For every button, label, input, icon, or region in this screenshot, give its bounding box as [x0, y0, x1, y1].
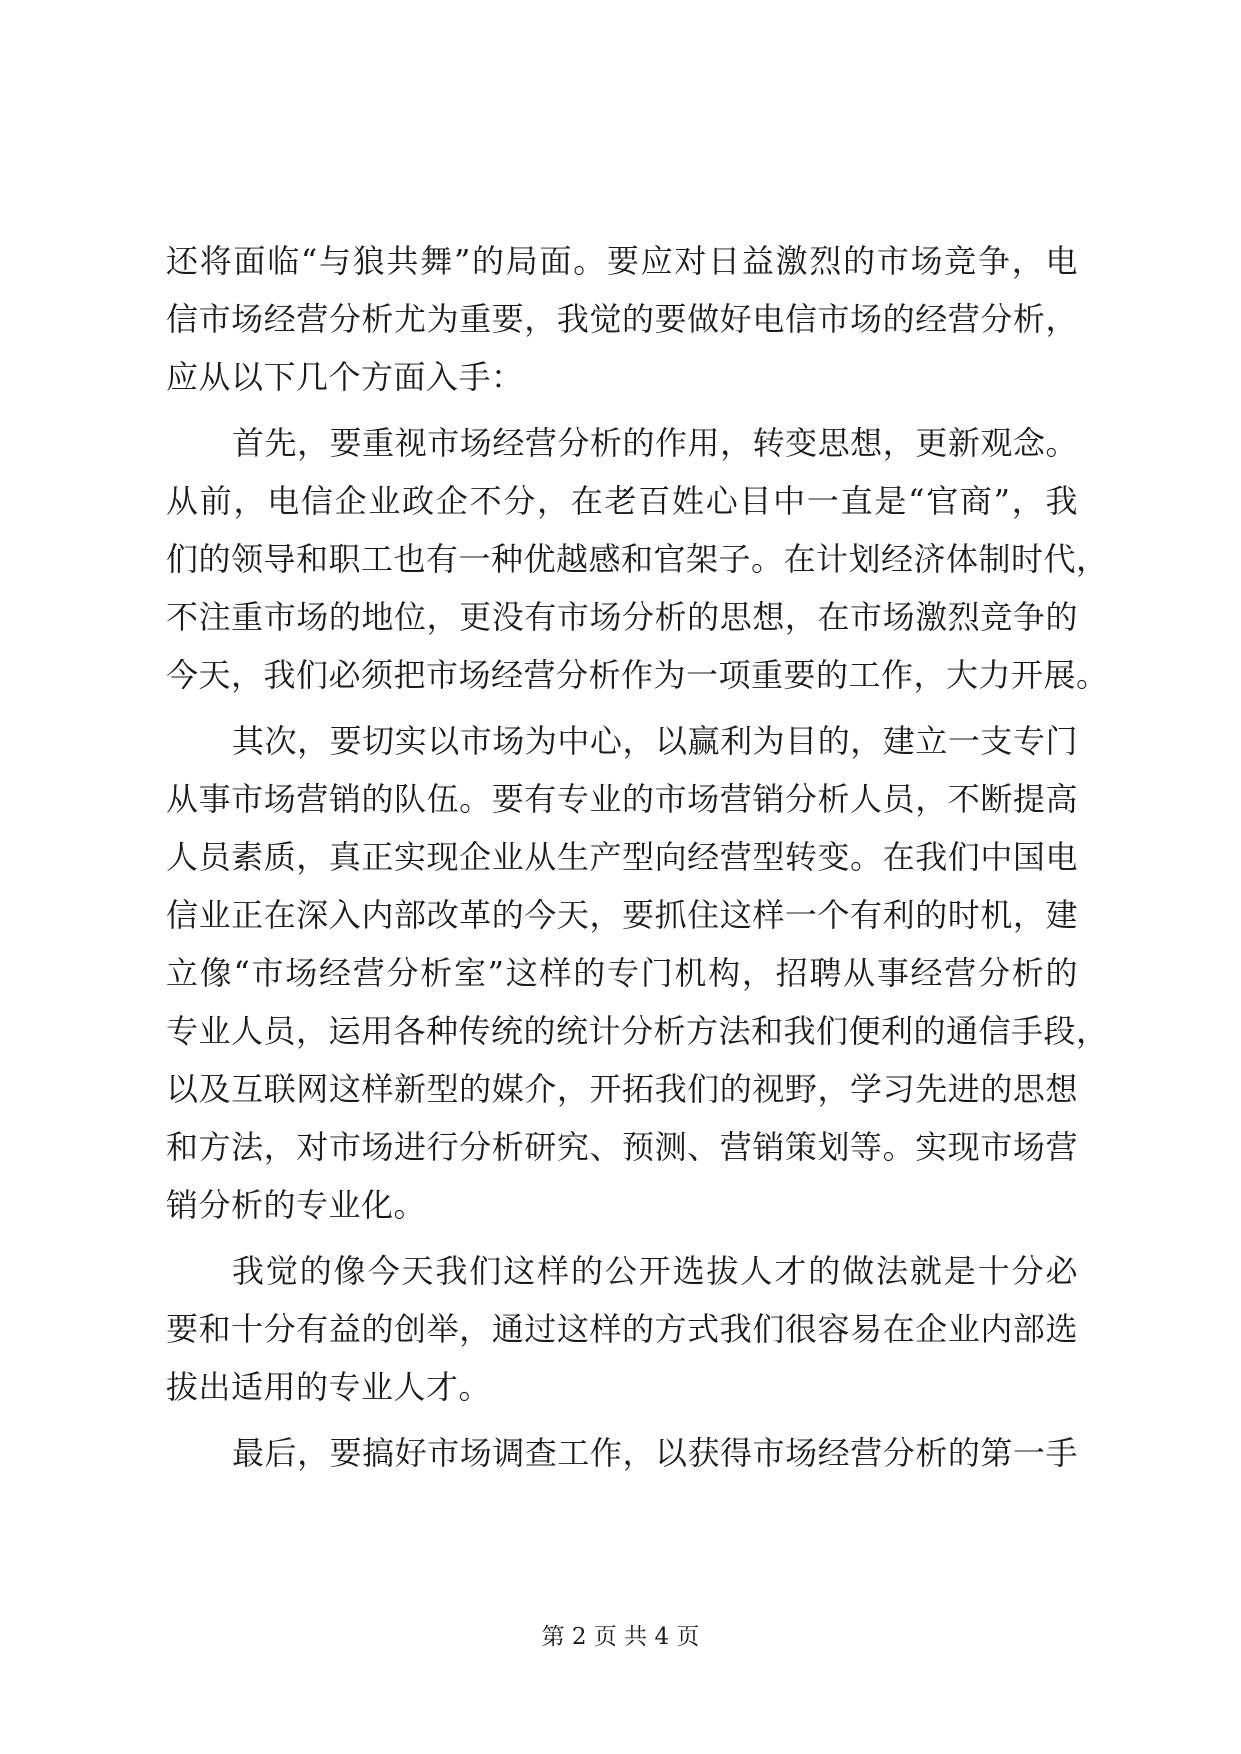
text-line: 今天，我们必须把市场经营分析作为一项重要的工作，大力开展。 — [166, 656, 1109, 694]
text-line: 信业正在深入内部改革的今天，要抓住这样一个有利的时机，建 — [166, 896, 1078, 934]
paragraph — [166, 414, 1109, 704]
text-line: 专业人员，运用各种传统的统计分析方法和我们便利的通信手段， — [166, 1012, 1109, 1050]
body-text — [166, 232, 1109, 1482]
text-line: 要和十分有益的创举，通过这样的方式我们很容易在企业内部选 — [166, 1310, 1078, 1348]
text-line: 还将面临“与狼共舞”的局面。要应对日益激烈的市场竞争，电 — [166, 242, 1078, 280]
paragraph — [166, 232, 1078, 406]
paragraph — [166, 1242, 1078, 1416]
text-line: 从前，电信企业政企不分，在老百姓心目中一直是“官商”，我 — [166, 482, 1078, 520]
text-line: 立像“市场经营分析室”这样的专门机构，招聘从事经营分析的 — [166, 954, 1078, 992]
text-line: 们的领导和职工也有一种优越感和官架子。在计划经济体制时代， — [166, 540, 1109, 578]
text-line: 我觉的像今天我们这样的公开选拔人才的做法就是十分必 — [232, 1252, 1078, 1290]
text-line: 信市场经营分析尤为重要，我觉的要做好电信市场的经营分析， — [166, 300, 1078, 338]
text-line: 从事市场营销的队伍。要有专业的市场营销分析人员，不断提高 — [166, 780, 1078, 818]
paragraph — [166, 712, 1109, 1234]
paragraph — [166, 1424, 1078, 1482]
text-line: 人员素质，真正实现企业从生产型向经营型转变。在我们中国电 — [166, 838, 1078, 876]
text-line: 和方法，对市场进行分析研究、预测、营销策划等。实现市场营 — [166, 1128, 1078, 1166]
text-line: 不注重市场的地位，更没有市场分析的思想，在市场激烈竞争的 — [166, 598, 1078, 636]
text-line: 其次，要切实以市场为中心，以赢利为目的，建立一支专门 — [232, 722, 1078, 760]
text-line: 首先，要重视市场经营分析的作用，转变思想，更新观念。 — [232, 424, 1078, 462]
text-line: 销分析的专业化。 — [166, 1186, 427, 1224]
text-line: 最后，要搞好市场调查工作，以获得市场经营分析的第一手 — [232, 1434, 1078, 1472]
text-line: 应从以下几个方面入手： — [166, 358, 524, 396]
page-footer: 第 2 页 共 4 页 — [541, 1624, 700, 1650]
text-line: 拔出适用的专业人才。 — [166, 1368, 492, 1406]
text-line: 以及互联网这样新型的媒介，开拓我们的视野，学习先进的思想 — [166, 1070, 1078, 1108]
